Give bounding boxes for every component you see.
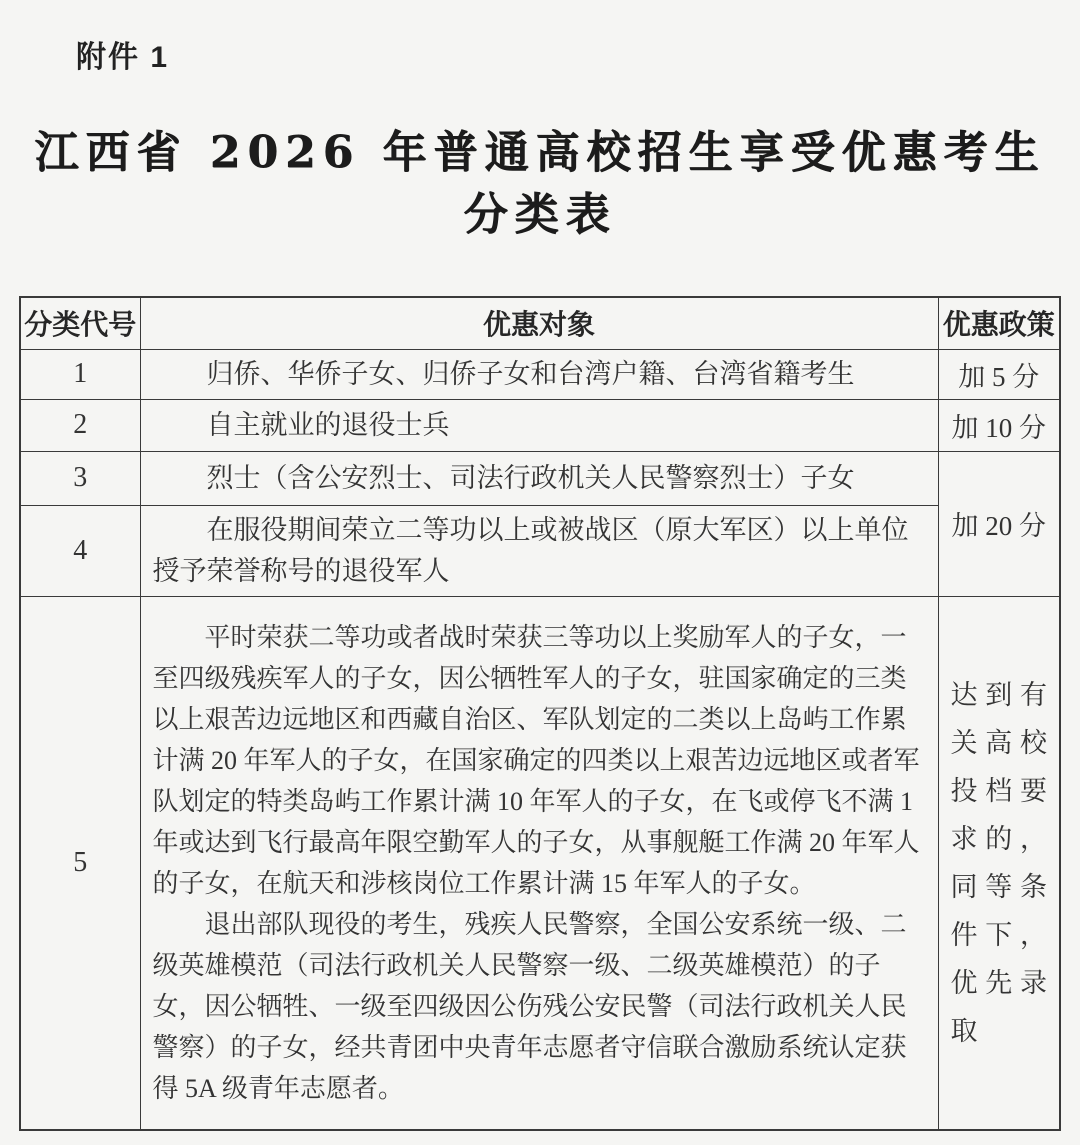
table-row — [20, 451, 1060, 505]
target-cell-2 — [140, 399, 938, 451]
policy-cell-5: 达到有关高校投档要求的，同等条件下，优先录取 — [938, 596, 1060, 1130]
policy-cell-1: 加 5 分 — [938, 349, 1060, 399]
title-line-1: 江西省 2026 年普通高校招生享受优惠考生 — [34, 127, 1046, 178]
category-code-2: 2 — [20, 399, 140, 451]
table-row — [20, 596, 1060, 1130]
target-text-5-paragraph-1: 平时荣获二等功或者战时荣获三等功以上奖励军人的子女，一至四级残疾军人的子女，因公牺牲军人的子女，驻国家确定的三类以上艰苦边远地区和西藏自治区、军队划定的二类以上岛屿工作累计满 20 年军人的子女，在国家确定的四类以上艰苦边远地区或者军队划定的特类岛屿工作累计满 10 年军人的子女，在飞或停飞不满 1 年或达到飞行最高年限空勤军人的子女，从事舰艇工作满 20 年军人的子女，在航天和涉核岗位工作累计满 15 年军人的子女。 — [152, 622, 920, 898]
table-row — [20, 505, 1060, 596]
category-code-1: 1 — [20, 349, 140, 399]
policy-cell-3-4-merged: 加 20 分 — [938, 451, 1060, 596]
target-text-2: 自主就业的退役士兵 — [206, 409, 450, 440]
attachment-label: 附件 1 — [76, 41, 170, 74]
header-cell-category-code: 分类代号 — [20, 297, 140, 349]
category-code-5: 5 — [20, 596, 140, 1130]
target-text-3: 烈士（含公安烈士、司法行政机关人民警察烈士）子女 — [206, 462, 855, 493]
table-row — [20, 349, 1060, 399]
target-cell-5 — [140, 596, 938, 1130]
target-cell-4 — [140, 505, 938, 596]
target-cell-1 — [140, 349, 938, 399]
table-header-row — [20, 297, 1060, 349]
document-title — [0, 122, 1080, 246]
target-text-5-paragraph-2: 退出部队现役的考生，残疾人民警察，全国公安系统一级、二级英雄模范（司法行政机关人民警察一级、二级英雄模范）的子女，因公牺牲、一级至四级因公伤残公安民警（司法行政机关人民警察）的子女，经共青团中央青年志愿者守信联合激励系统认定获得 5A 级青年志愿者。 — [152, 909, 907, 1103]
title-line-2: 分类表 — [463, 189, 617, 240]
target-cell-3 — [140, 451, 938, 505]
target-text-4: 在服役期间荣立二等功以上或被战区（原大军区）以上单位授予荣誉称号的退役军人 — [152, 514, 909, 586]
category-code-4: 4 — [20, 505, 140, 596]
header-cell-preferential-target: 优惠对象 — [140, 297, 938, 349]
header-cell-preferential-policy: 优惠政策 — [938, 297, 1060, 349]
category-code-3: 3 — [20, 451, 140, 505]
table-row — [20, 399, 1060, 451]
policy-cell-2: 加 10 分 — [938, 399, 1060, 451]
target-text-1: 归侨、华侨子女、归侨子女和台湾户籍、台湾省籍考生 — [206, 358, 855, 389]
preferential-category-table — [19, 296, 1061, 1131]
